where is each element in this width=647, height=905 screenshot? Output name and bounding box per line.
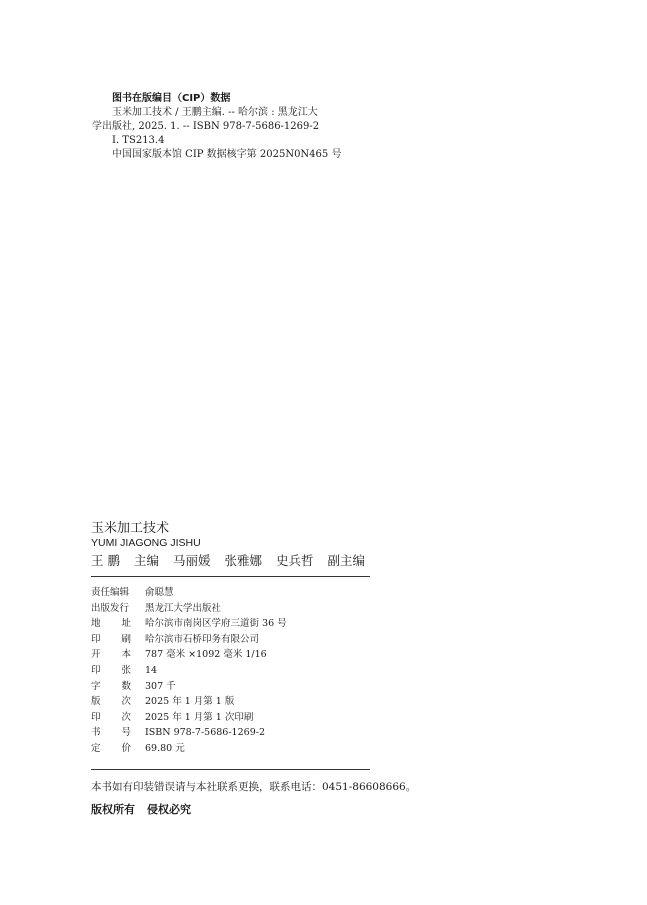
editor-name: 王 鹏 <box>91 553 120 568</box>
copyright-notice <box>91 801 203 817</box>
spec-label <box>91 616 131 632</box>
spec-row <box>91 663 287 679</box>
spec-value: ISBN 978-7-5686-1269-2 <box>145 727 265 739</box>
spec-value: 2025 年 1 月第 1 版 <box>145 696 235 708</box>
cip-line-3: Ⅰ. TS213.4 <box>112 135 165 146</box>
spec-label-char: 数 <box>121 680 131 692</box>
spec-label-char: 版 <box>91 696 101 708</box>
spec-label: 出版发行 <box>91 602 130 614</box>
spec-row <box>91 679 287 695</box>
infringement-notice: 侵权必究 <box>147 803 191 816</box>
spec-label <box>91 679 131 695</box>
divider-top <box>91 576 370 577</box>
spec-row <box>91 601 287 617</box>
cip-block <box>92 92 341 162</box>
spec-label <box>91 663 131 679</box>
spec-label-char: 号 <box>121 727 131 739</box>
spec-label-char: 字 <box>91 680 101 692</box>
spec-label-char: 价 <box>121 742 131 754</box>
spec-label-char: 书 <box>91 727 101 739</box>
spec-value: 俞聪慧 <box>145 587 174 598</box>
spec-label-char: 次 <box>121 711 131 723</box>
spec-label-char: 印 <box>91 633 101 645</box>
cip-heading: 图书在版编目（CIP）数据 <box>112 93 231 104</box>
deputy-editor: 马丽媛 <box>173 553 211 568</box>
spec-value: 307 千 <box>145 680 176 692</box>
spec-label-char: 刷 <box>121 633 131 645</box>
spec-label-char: 开 <box>91 649 101 661</box>
spec-label <box>91 632 131 648</box>
divider-bottom <box>91 769 370 770</box>
cip-line-1: 玉米加工技术 / 王鹏主编. -- 哈尔滨 : 黑龙江大 <box>112 107 318 118</box>
spec-row <box>91 741 287 757</box>
spec-label <box>91 710 131 726</box>
spec-label-char: 印 <box>91 711 101 723</box>
spec-value: 黑龙江大学出版社 <box>145 602 222 614</box>
rights-reserved: 版权所有 <box>91 803 135 816</box>
spec-value: 69.80 元 <box>145 742 185 754</box>
spec-label <box>91 647 131 663</box>
cip-line-2: 学出版社, 2025. 1. -- ISBN 978-7-5686-1269-2 <box>92 121 320 132</box>
book-info <box>91 521 379 570</box>
spec-label-char: 印 <box>91 664 101 676</box>
cip-line-4: 中国国家版本馆 CIP 数据核字第 2025N0N465 号 <box>112 149 342 160</box>
spec-row <box>91 647 287 663</box>
spec-label-char: 地 <box>91 618 101 630</box>
spec-row <box>91 616 287 632</box>
book-pinyin: YUMI JIAGONG JISHU <box>91 537 201 549</box>
spec-label: 责任编辑 <box>91 587 130 598</box>
spec-label <box>91 741 131 757</box>
spec-row <box>91 632 287 648</box>
spec-label-char: 本 <box>121 649 131 661</box>
spec-value: 哈尔滨市石桥印务有限公司 <box>145 633 260 645</box>
spec-label-char: 次 <box>121 696 131 708</box>
spec-row <box>91 710 287 726</box>
spec-label-char: 定 <box>91 742 101 754</box>
editor-role: 主编 <box>133 553 159 568</box>
spec-label-char: 张 <box>121 664 131 676</box>
spec-table <box>91 585 287 757</box>
replacement-notice: 本书如有印装错误请与本社联系更换，联系电话：0451-86608666。 <box>91 781 417 793</box>
spec-row <box>91 694 287 710</box>
deputy-role: 副主编 <box>327 553 366 568</box>
spec-row <box>91 585 287 601</box>
deputy-editor: 张雅娜 <box>224 553 263 568</box>
spec-value: 哈尔滨市南岗区学府三道街 36 号 <box>145 618 287 630</box>
spec-value: 2025 年 1 月第 1 次印刷 <box>145 711 254 723</box>
deputy-editor: 史兵哲 <box>276 553 314 568</box>
spec-row <box>91 725 287 741</box>
spec-label <box>91 725 131 741</box>
spec-label <box>91 694 131 710</box>
spec-label-char: 址 <box>121 618 131 630</box>
spec-value: 787 毫米 ×1092 毫米 1/16 <box>145 649 267 661</box>
spec-value: 14 <box>145 664 158 676</box>
book-title: 玉米加工技术 <box>91 521 170 536</box>
authors-line <box>91 552 379 570</box>
